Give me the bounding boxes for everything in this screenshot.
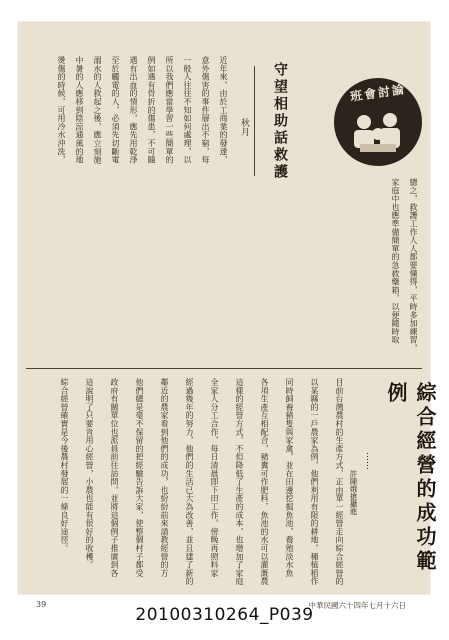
article2-credit: 許陳娥搶攝進 [349, 470, 358, 515]
text-column: 遇有出血的情形，應先用乾淨 [129, 56, 138, 164]
text-column: 意外傷害的事件層出不窮，每 [201, 56, 210, 164]
text-column: 以某縣的一戶農家為例，他們利用有限的耕地，種植稻作 [310, 378, 319, 586]
text-column: 各項生產互相配合，豬糞可作肥料，魚池的水可以灌溉農 [260, 378, 269, 586]
text-column: 綜合經營確實是今後農村發展的一條良好途徑。 [60, 378, 69, 553]
page-number: 39 [36, 600, 47, 609]
article2-title: 綜合經營的成功範例 [384, 382, 437, 574]
text-column: 他們總是毫不保留的把經驗告訴大家，使整個村子都受 [135, 378, 144, 578]
text-column: 總之，救護工作人人都要懂得，平時多加練習， [409, 178, 418, 353]
article-author: 秋月 [239, 118, 249, 136]
archive-caption: 20100310264_P039 [135, 605, 314, 625]
article2-title-part1 [382, 382, 440, 594]
article-title: 守望相助話救護 [272, 62, 288, 181]
issue-date: 中華民國六十四年七月十六日 [308, 601, 406, 610]
text-column: 溺水的人救起之後，應立刻施 [93, 56, 102, 164]
text-column: 所以我們應當學習一些簡單的 [165, 56, 174, 164]
title-rule [254, 66, 255, 176]
section-divider [26, 368, 422, 369]
title-dots: ⋯⋯ [362, 452, 372, 470]
text-column: 目前台灣農村的生產方式，正由單一經營走向綜合經營的 [335, 378, 344, 586]
text-column: 中暑的人應移到陰涼通風的地 [75, 56, 84, 164]
text-column: 同時飼養豬隻與家禽，並在田邊挖掘魚池，養殖淡水魚 [285, 378, 294, 578]
text-column: 家庭中也應準備簡單的急救藥箱，以便隨時取 [391, 178, 400, 344]
text-column: 燙傷的時候，可用冷水沖洗， [57, 56, 66, 164]
class-meeting-emblem [334, 78, 422, 166]
text-column: 例如遇有骨折的傷患，不可隨 [147, 56, 156, 164]
text-column: 經過幾年的努力，他們的生活已大為改善，並且建了新的 [185, 378, 194, 586]
text-column: 這樣的經營方式，不但降低了生產的成本，也增加了家庭 [235, 378, 244, 586]
text-column: 近年來，由於工商業的發達， [219, 56, 228, 164]
text-column: 這說明了只要肯用心經營，小農也能有很好的收穫。 [85, 378, 94, 569]
text-column: 政府有關單位也派員前往訪問，並將這個例子推廣到各 [110, 378, 119, 578]
text-column: 一般人往往不知如何處理，以 [183, 56, 192, 164]
text-column: 至於觸電的人，必須先切斷電 [111, 56, 120, 164]
text-column: 鄰近的農家看到他們的成功，也紛紛前來請教經營的方 [160, 378, 169, 578]
discussion-illustration [334, 78, 422, 166]
magazine-page [18, 22, 437, 610]
text-column: 全家人分工合作，每日清晨即下田工作，傍晚再照料家 [210, 378, 219, 578]
emblem-label: 班會討論 [349, 82, 407, 104]
